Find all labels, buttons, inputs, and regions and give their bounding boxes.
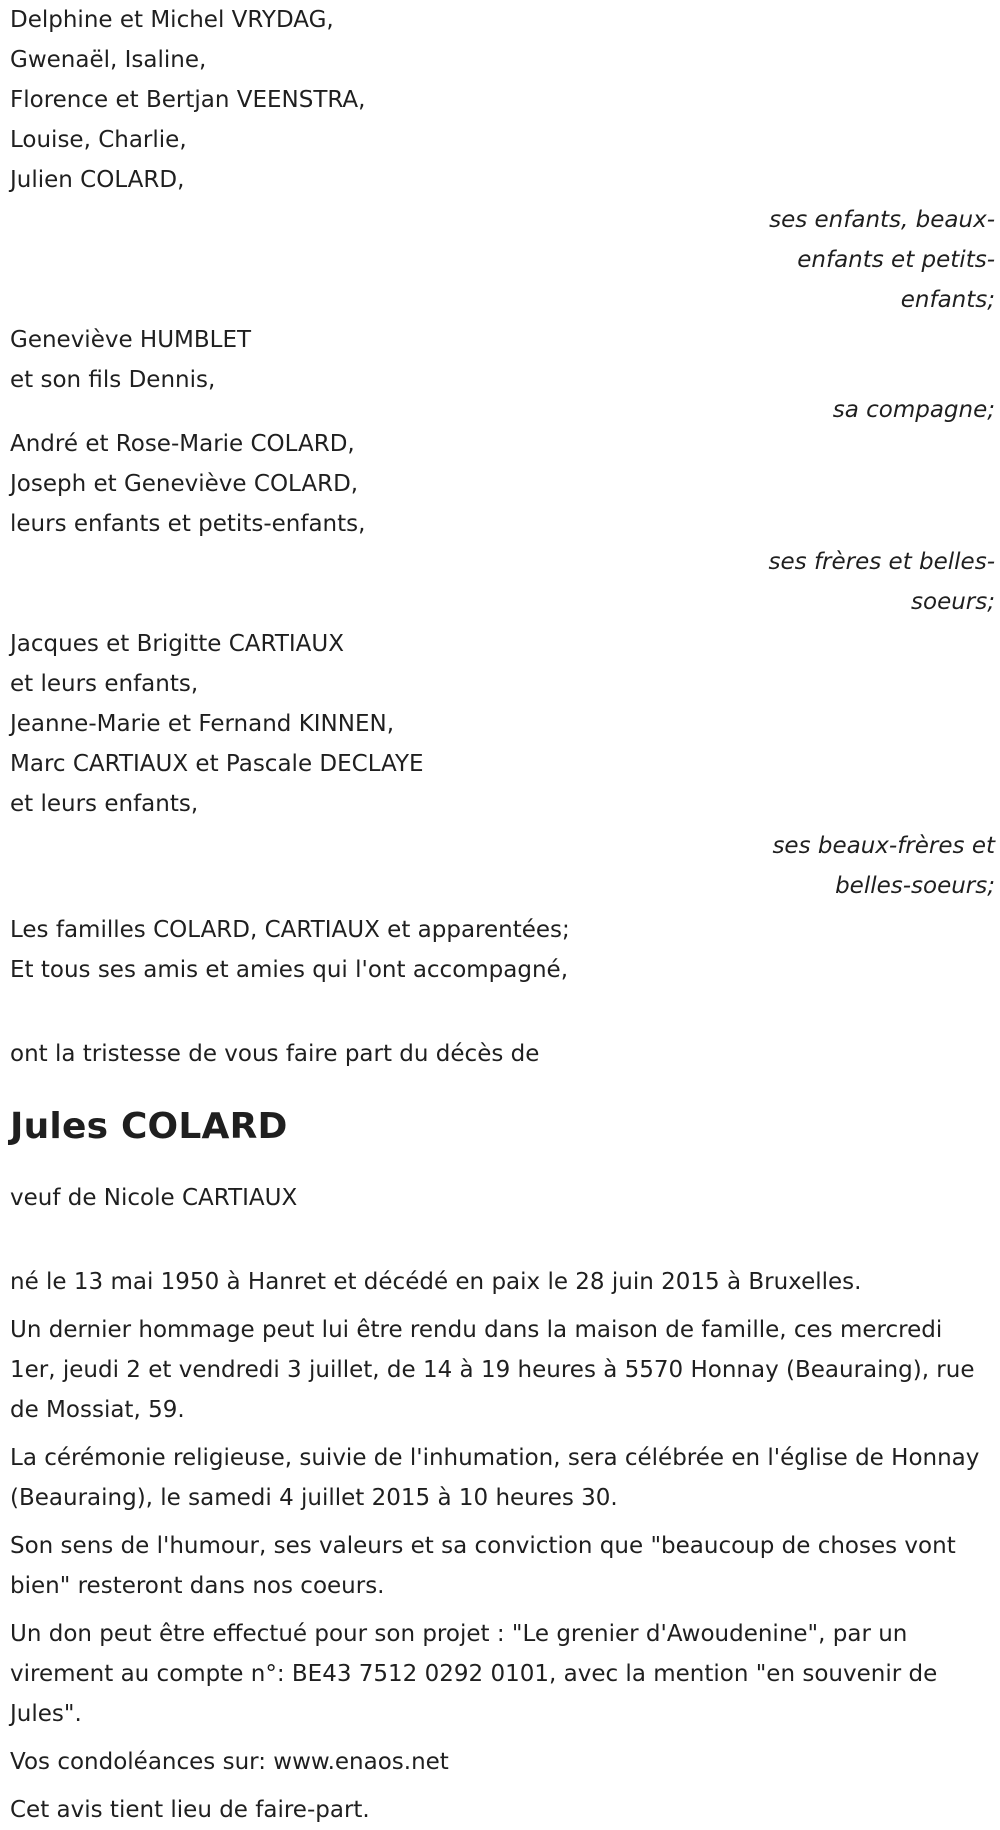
family-group-in-laws xyxy=(10,624,995,906)
family-name-line: Louise, Charlie, xyxy=(10,127,187,153)
relation-label-line: ses frères et belles- xyxy=(768,549,995,575)
widowed-of: veuf de Nicole CARTIAUX xyxy=(10,1185,298,1211)
relation-label-line: belles-soeurs; xyxy=(835,873,995,899)
tribute-paragraph: Son sens de l'humour, ses valeurs et sa conviction que "beaucoup de choses vont bien" resteront dans nos coeurs. xyxy=(10,1533,956,1599)
family-name-line: leurs enfants et petits-enfants, xyxy=(10,511,366,537)
family-name-line: Jacques et Brigitte CARTIAUX xyxy=(10,631,344,657)
birth-death-paragraph: né le 13 mai 1950 à Hanret et décédé en paix le 28 juin 2015 à Bruxelles. xyxy=(10,1269,862,1295)
announcement-text: ont la tristesse de vous faire part du décès de xyxy=(10,1041,540,1067)
families-line: Les familles COLARD, CARTIAUX et apparentées; xyxy=(10,917,570,943)
relation-label xyxy=(10,542,995,622)
ceremony-paragraph: La cérémonie religieuse, suivie de l'inhumation, sera célébrée en l'église de Honnay (Beauraing), le samedi 4 juillet 2015 à 10 heures 30. xyxy=(10,1445,980,1511)
relation-label-line: enfants et petits- xyxy=(797,247,995,273)
family-name-line: Geneviève HUMBLET xyxy=(10,327,252,353)
deceased-name: Jules COLARD xyxy=(10,1106,288,1147)
friends-line: Et tous ses amis et amies qui l'ont accompagné, xyxy=(10,957,569,983)
condolences-paragraph: Vos condoléances sur: www.enaos.net xyxy=(10,1749,449,1775)
family-name-line: Gwenaël, Isaline, xyxy=(10,47,207,73)
family-name-line: Marc CARTIAUX et Pascale DECLAYE xyxy=(10,751,424,777)
notice-statement-paragraph: Cet avis tient lieu de faire-part. xyxy=(10,1797,370,1823)
notice-body xyxy=(10,1262,995,1830)
family-name-line: Florence et Bertjan VEENSTRA, xyxy=(10,87,366,113)
family-name-line: et leurs enfants, xyxy=(10,671,199,697)
relation-label xyxy=(10,200,995,320)
family-name-line: Julien COLARD, xyxy=(10,167,185,193)
relation-label-line: ses beaux-frères et xyxy=(772,833,995,859)
family-name-line: Joseph et Geneviève COLARD, xyxy=(10,471,359,497)
families-and-friends xyxy=(10,910,995,990)
family-name-line: André et Rose-Marie COLARD, xyxy=(10,431,355,457)
relation-label-line: soeurs; xyxy=(911,589,995,615)
visitation-paragraph: Un dernier hommage peut lui être rendu dans la maison de famille, ces mercredi 1er, jeudi 2 et vendredi 3 juillet, de 14 à 19 heures à 5570 Honnay (Beauraing), rue de Mossiat, 59. xyxy=(10,1317,975,1423)
family-name-line: Jeanne-Marie et Fernand KINNEN, xyxy=(10,711,395,737)
family-name-line: Delphine et Michel VRYDAG, xyxy=(10,7,334,33)
family-group-siblings xyxy=(10,424,995,622)
donation-paragraph: Un don peut être effectué pour son projet : "Le grenier d'Awoudenine", par un virement au compte n°: BE43 7512 0292 0101, avec la mention "en souvenir de Jules". xyxy=(10,1621,938,1727)
family-name-line: et son fils Dennis, xyxy=(10,367,216,393)
family-group-companion xyxy=(10,320,995,430)
relation-label xyxy=(10,826,995,906)
family-name-line: et leurs enfants, xyxy=(10,791,199,817)
family-group-children xyxy=(10,0,995,320)
relation-label-line: ses enfants, beaux- xyxy=(769,207,995,233)
relation-label-line: sa compagne; xyxy=(832,397,995,423)
relation-label-line: enfants; xyxy=(900,287,995,313)
